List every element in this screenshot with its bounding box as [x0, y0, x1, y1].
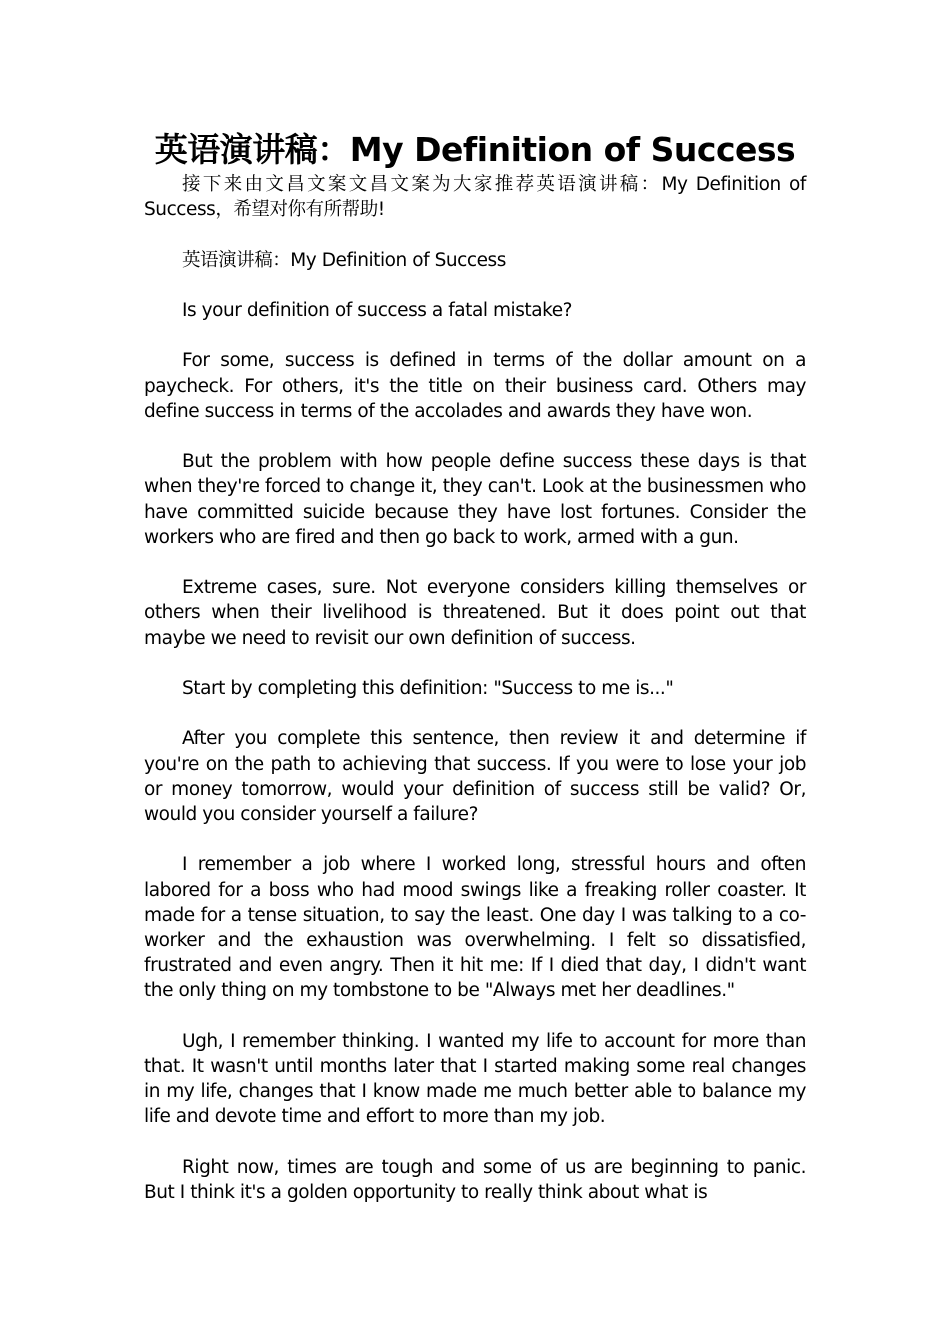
page-bottom-clip: [144, 1155, 806, 1205]
body-paragraph: I remember a job where I worked long, stressful hours and often labored for a boss who had mood swings like a freaking roller coaster. It made for a tense situation, to say the least. One day I was talking to a co-worker and the exhaustion was overwhelming. I felt so dissatisfied, frustrated and even angry. Then it hit me: If I died that day, I didn't want the only thing on my tombstone to be "Always met her deadlines.": [144, 854, 806, 1002]
paragraph-gap: [144, 424, 806, 449]
paragraph-gap: [144, 827, 806, 852]
paragraph-gap: [144, 222, 806, 247]
paragraph-gap: [144, 323, 806, 348]
intro-paragraph: 接下来由文昌文案文昌文案为大家推荐英语演讲稿：My Definition of Success，希望对你有所帮助!: [144, 174, 806, 221]
body-paragraph-continued: Right now, times are tough and some of us are beginning to panic. But I think it's a golden opportunity to really think about what is: [144, 1156, 806, 1203]
subtitle-paragraph: 英语演讲稿：My Definition of Success: [182, 249, 506, 271]
body-paragraph: Ugh, I remember thinking. I wanted my life to account for more than that. It wasn't until months later that I started making some real changes in my life, changes that I know made me much better able to balance my life and devote time and effort to more than my job.: [144, 1030, 806, 1128]
document-title: 英语演讲稿：My Definition of Success: [154, 130, 796, 169]
paragraph-gap: [144, 701, 806, 726]
body-paragraph: Is your definition of success a fatal mistake?: [182, 299, 572, 321]
body-paragraph: For some, success is defined in terms of the dollar amount on a paycheck. For others, it's the title on their business card. Others may define success in terms of the accolades and awards they have won.: [144, 350, 806, 422]
body-paragraph: Start by completing this definition: "Success to me is...": [182, 677, 674, 699]
paragraph-gap: [144, 550, 806, 575]
paragraph-gap: [144, 1130, 806, 1155]
body-paragraph: Extreme cases, sure. Not everyone considers killing themselves or others when their livelihood is threatened. But it does point out that maybe we need to revisit our own definition of success.: [144, 577, 806, 649]
paragraph-gap: [144, 273, 806, 298]
body-paragraph: After you complete this sentence, then review it and determine if you're on the path to achieving that success. If you were to lose your job or money tomorrow, would your definition of success still be valid? Or, would you consider yourself a failure?: [144, 728, 806, 825]
paragraph-gap: [144, 1004, 806, 1029]
document-page: [144, 128, 806, 1205]
paragraph-gap: [144, 651, 806, 676]
body-paragraph: But the problem with how people define success these days is that when they're forced to change it, they can't. Look at the businessmen who have committed suicide because they have lost fortunes. Consider the workers who are fired and then go back to work, armed with a gun.: [144, 451, 806, 548]
